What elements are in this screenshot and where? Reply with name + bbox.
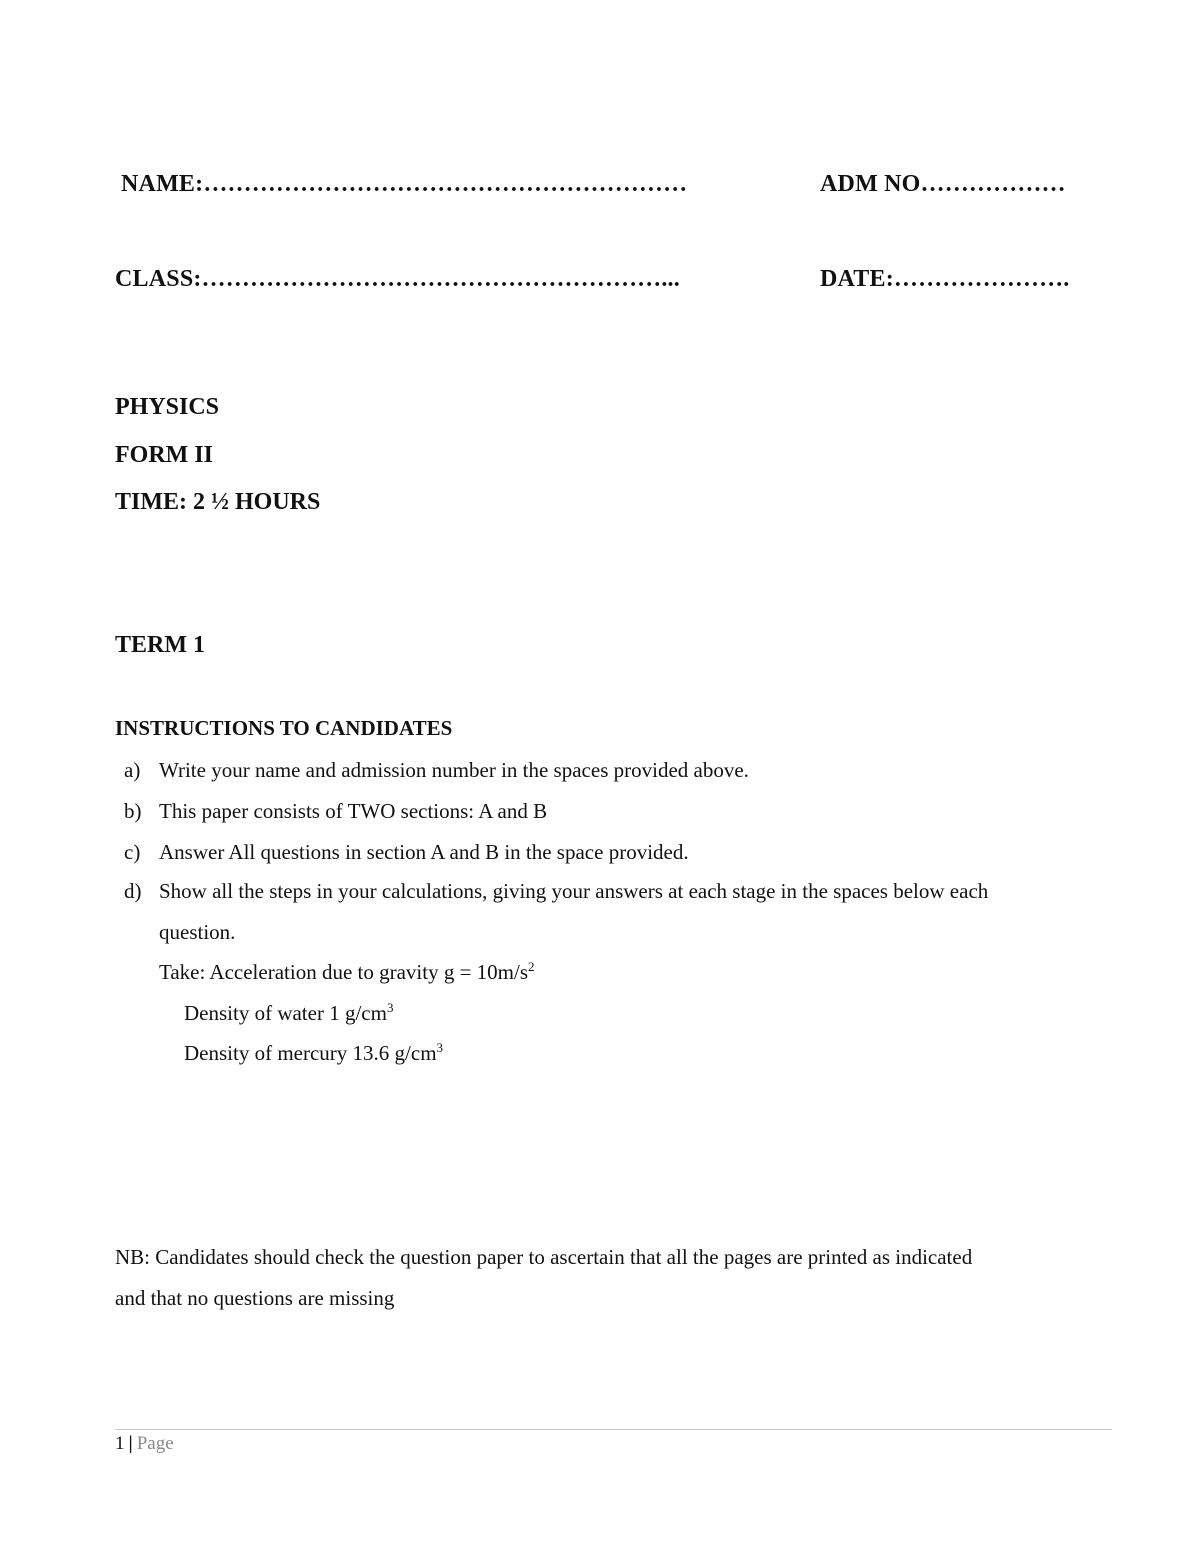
instructions-heading: INSTRUCTIONS TO CANDIDATES <box>115 716 453 740</box>
name-field-label: NAME:…………………………………………………… <box>121 171 688 197</box>
class-field-label: CLASS:…………………………………………………... <box>115 266 680 292</box>
note-line-1: NB: Candidates should check the question paper to ascertain that all the pages are printed as indicated <box>115 1245 973 1269</box>
form-title: FORM II <box>115 442 213 468</box>
note-line-2: and that no questions are missing <box>115 1286 395 1310</box>
gravity-constant-exponent: 2 <box>528 959 535 974</box>
page-number: 1 <box>115 1433 125 1454</box>
list-item-text: Write your name and admission number in the spaces provided above. <box>159 758 749 782</box>
footer-divider <box>115 1429 1112 1430</box>
list-item-letter: c) <box>124 840 141 864</box>
list-item-letter: b) <box>124 799 142 823</box>
subject-title: PHYSICS <box>115 394 220 420</box>
term-title: TERM 1 <box>115 632 205 658</box>
date-field-label: DATE:…………………. <box>820 266 1070 292</box>
list-item-text: Answer All questions in section A and B in the space provided. <box>159 840 689 864</box>
list-item-letter: a) <box>124 758 141 782</box>
time-title: TIME: 2 ½ HOURS <box>115 489 321 515</box>
mercury-density-exponent: 3 <box>436 1040 444 1055</box>
water-density-constant <box>184 1001 393 1026</box>
page-footer <box>115 1433 174 1455</box>
gravity-constant-text: Take: Acceleration due to gravity g = 10m/s <box>159 960 529 984</box>
mercury-density-text: Density of mercury 13.6 g/cm <box>184 1041 437 1065</box>
list-item-continuation: question. <box>159 920 236 944</box>
gravity-constant <box>159 960 535 985</box>
mercury-density-constant <box>184 1041 443 1066</box>
list-item-text: This paper consists of TWO sections: A and B <box>159 799 548 823</box>
page-separator: | <box>128 1433 133 1454</box>
adm-no-field-label: ADM NO……………… <box>820 171 1066 197</box>
water-density-text: Density of water 1 g/cm <box>184 1001 387 1025</box>
page-word: Page <box>136 1433 174 1454</box>
list-item-letter: d) <box>124 879 142 903</box>
water-density-exponent: 3 <box>386 1000 394 1015</box>
list-item-text: Show all the steps in your calculations, giving your answers at each stage in the spaces below each <box>159 879 989 903</box>
